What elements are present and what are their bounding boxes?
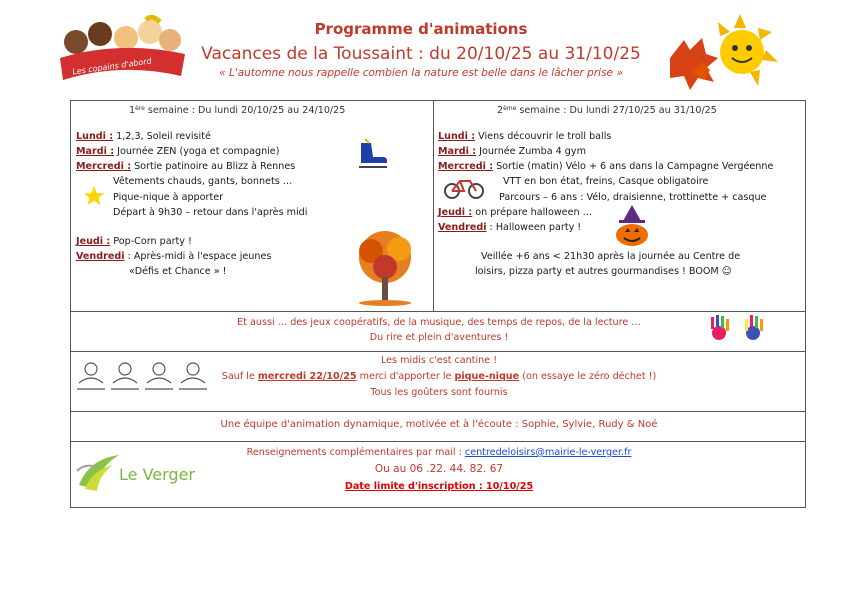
week1-line: «Défis et Chance » !	[129, 266, 227, 277]
autumn-tree-icon	[349, 227, 421, 311]
le-verger-logo	[75, 451, 195, 493]
lunch-line-1: Les midis c'est cantine !	[380, 355, 498, 366]
row-divider	[71, 441, 805, 442]
week2-header: 2ème semaine : Du lundi 27/10/25 au 31/10/25	[497, 105, 717, 116]
pumpkin-witch-hat-icon	[611, 205, 653, 251]
week1-line: Lundi : 1,2,3, Soleil revisité	[76, 131, 211, 142]
extra-line-1: Et aussi … des jeux coopératifs, de la musique, des temps de repos, de la lecture …	[237, 317, 641, 328]
copains-logo-text: Les copains d'abord	[71, 56, 153, 77]
week1-line: Vendredi : Après-midi à l'espace jeunes	[76, 251, 272, 262]
program-table	[70, 100, 806, 508]
week2-line: Mercredi : Sortie (matin) Vélo + 6 ans dans la Campagne Vergéenne	[438, 161, 774, 172]
page-subtitle: Vacances de la Toussaint : du 20/10/25 au 31/10/25	[201, 44, 641, 64]
contact-line: Renseignements complémentaires par mail : centredeloisirs@mairie-le-verger.fr	[246, 447, 632, 458]
week1-line: Jeudi : Pop-Corn party !	[76, 236, 192, 247]
bicycle-icon	[443, 177, 485, 203]
week2-line: loisirs, pizza party et autres gourmandises ! BOOM ☺	[475, 266, 732, 277]
week2-line: Lundi : Viens découvrir le troll balls	[438, 131, 612, 142]
week1-line: Pique-nique à apporter	[113, 192, 224, 203]
extra-line-2: Du rire et plein d'aventures !	[369, 332, 509, 343]
lunch-line-2: Sauf le mercredi 22/10/25 merci d'apporter le pique-nique (on essaye le zéro déchet !)	[221, 371, 657, 382]
painted-hands-icon	[705, 313, 771, 349]
row-divider	[71, 411, 805, 412]
week1-header: 1ère semaine : Du lundi 20/10/25 au 24/10/25	[129, 105, 346, 116]
week1-line: Vêtements chauds, gants, bonnets …	[113, 176, 293, 187]
week2-line: Mardi : Journée Zumba 4 gym	[438, 146, 586, 157]
page-title: Programme d'animations	[314, 20, 528, 38]
email-link[interactable]: centredeloisirs@mairie-le-verger.fr	[464, 447, 632, 458]
team-line: Une équipe d'animation dynamique, motivée et à l'écoute : Sophie, Sylvie, Rudy & Noé	[220, 419, 658, 430]
row-divider	[71, 311, 805, 312]
row-divider	[71, 351, 805, 352]
week2-line: Vendredi : Halloween party !	[438, 222, 582, 233]
week2-line: Parcours – 6 ans : Vélo, draisienne, trottinette + casque	[499, 192, 767, 203]
week1-line: Mercredi : Sortie patinoire au Blizz à Rennes	[76, 161, 296, 172]
ice-skate-icon	[355, 137, 389, 175]
kids-eating-icon	[75, 359, 211, 401]
week2-line: Veillée +6 ans < 21h30 après la journée au Centre de	[481, 251, 741, 262]
star-icon	[83, 185, 105, 211]
page-quote: « L'automne nous rappelle combien la nature est belle dans le lâcher prise »	[219, 67, 623, 79]
lunch-line-3: Tous les goûters sont fournis	[370, 387, 508, 398]
week1-line: Mardi : Journée ZEN (yoga et compagnie)	[76, 146, 280, 157]
deadline-line: Date limite d'inscription : 10/10/25	[344, 481, 534, 492]
column-divider	[433, 101, 434, 311]
week2-line: Jeudi : on prépare halloween …	[438, 207, 593, 218]
week1-line: Départ à 9h30 – retour dans l'après midi	[113, 207, 308, 218]
week2-line: VTT en bon état, freins, Casque obligatoire	[503, 176, 709, 187]
le-verger-logo-text: Le Verger	[119, 465, 195, 484]
phone-line: Ou au 06 .22. 44. 82. 67	[374, 463, 504, 475]
